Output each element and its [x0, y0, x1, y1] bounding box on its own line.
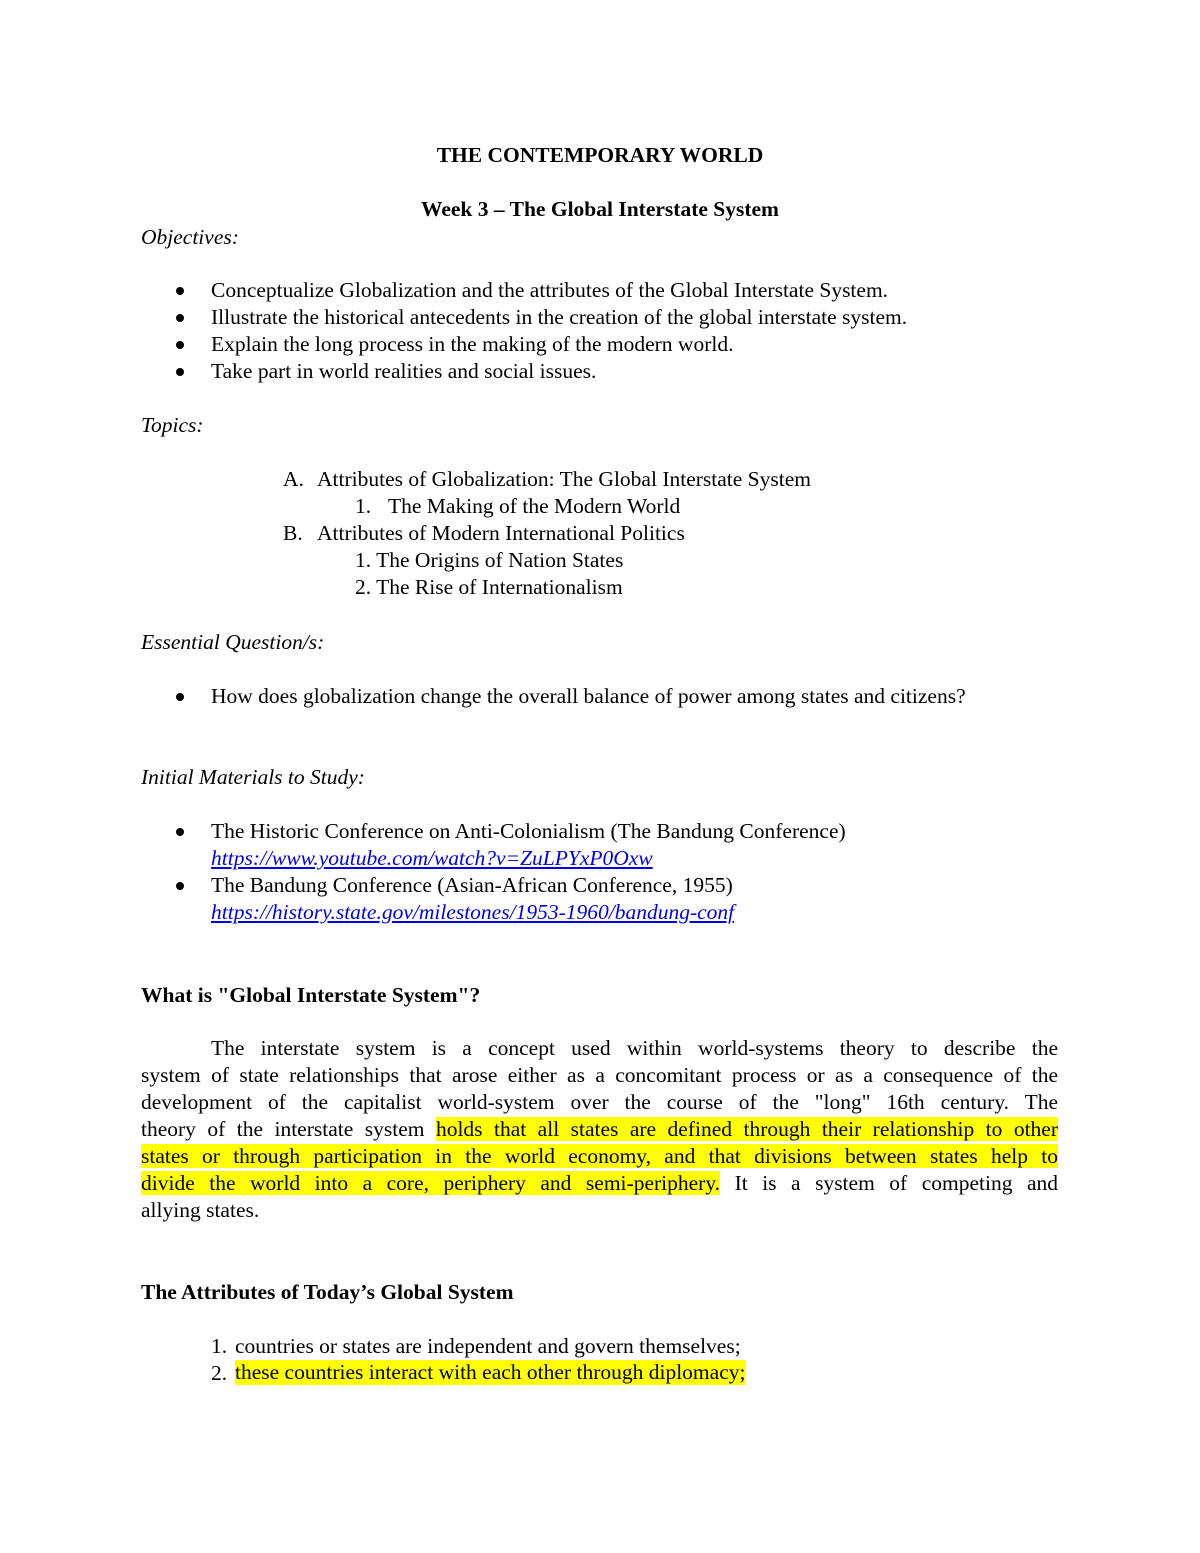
objective-item: Explain the long process in the making of the modern world.: [211, 332, 734, 356]
materials-heading: Initial Materials to Study:: [141, 765, 365, 789]
topic-a-marker: A.: [283, 467, 304, 491]
bullet-icon: [176, 287, 184, 295]
paragraph-line: [141, 1143, 1058, 1170]
objective-item: Conceptualize Globalization and the attributes of the Global Interstate System.: [211, 278, 889, 302]
attribute-item-text: countries or states are independent and govern themselves;: [235, 1334, 741, 1358]
paragraph-line: [141, 1116, 1058, 1143]
topic-a-sub-marker: 1.: [355, 494, 372, 518]
highlighted-text: states or through participation in the world economy, and that divisions between states help to: [141, 1144, 1058, 1168]
attribute-item-text: these countries interact with each other through diplomacy;: [235, 1360, 746, 1384]
body-paragraph: [141, 1035, 1058, 1224]
paragraph-line: development of the capitalist world-system over the course of the "long" 16th century. The: [141, 1090, 1058, 1114]
topics-heading: Topics:: [141, 413, 204, 437]
objectives-heading: Objectives:: [141, 225, 239, 249]
section-heading: What is "Global Interstate System"?: [141, 983, 481, 1007]
topic-b-label: Attributes of Modern International Politics: [317, 521, 685, 545]
essential-question-item: How does globalization change the overall balance of power among states and citizens?: [211, 684, 966, 708]
material-item-text: The Bandung Conference (Asian-African Conference, 1955): [211, 873, 733, 897]
topic-b-sub-item: 2. The Rise of Internationalism: [355, 575, 623, 599]
material-link[interactable]: https://www.youtube.com/watch?v=ZuLPYxP0Oxw: [211, 846, 653, 870]
material-link[interactable]: https://history.state.gov/milestones/1953-1960/bandung-conf: [211, 900, 735, 924]
section-heading: The Attributes of Today’s Global System: [141, 1280, 514, 1304]
bullet-icon: [176, 828, 184, 836]
topic-a-sub-label: The Making of the Modern World: [388, 494, 681, 518]
highlighted-text: holds that all states are defined through their relationship to other: [435, 1117, 1059, 1141]
document-title: THE CONTEMPORARY WORLD: [436, 143, 764, 167]
week-heading: Week 3 – The Global Interstate System: [421, 197, 779, 221]
bullet-icon: [176, 693, 184, 701]
paragraph-line: system of state relationships that arose either as a concomitant process or as a consequence of the: [141, 1063, 1058, 1087]
paragraph-text: theory of the interstate system: [141, 1117, 425, 1141]
objective-item: Illustrate the historical antecedents in the creation of the global interstate system.: [211, 305, 908, 329]
objective-item: Take part in world realities and social issues.: [211, 359, 597, 383]
attribute-item-number: 2.: [211, 1361, 228, 1385]
paragraph-text: It is a system of competing and: [734, 1171, 1058, 1195]
bullet-icon: [176, 341, 184, 349]
paragraph-line: The interstate system is a concept used within world-systems theory to describe the: [211, 1036, 1058, 1060]
highlighted-text: divide the world into a core, periphery and semi-periphery.: [141, 1171, 721, 1195]
topic-b-sub-item: 1. The Origins of Nation States: [355, 548, 624, 572]
topic-a-label: Attributes of Globalization: The Global Interstate System: [317, 467, 811, 491]
bullet-icon: [176, 882, 184, 890]
topic-b-marker: B.: [283, 521, 303, 545]
paragraph-line: [141, 1170, 1058, 1197]
bullet-icon: [176, 314, 184, 322]
bullet-icon: [176, 368, 184, 376]
material-item-text: The Historic Conference on Anti-Colonialism (The Bandung Conference): [211, 819, 846, 843]
paragraph-line: allying states.: [141, 1198, 260, 1222]
attribute-item-number: 1.: [211, 1334, 228, 1358]
essential-question-heading: Essential Question/s:: [141, 630, 325, 654]
